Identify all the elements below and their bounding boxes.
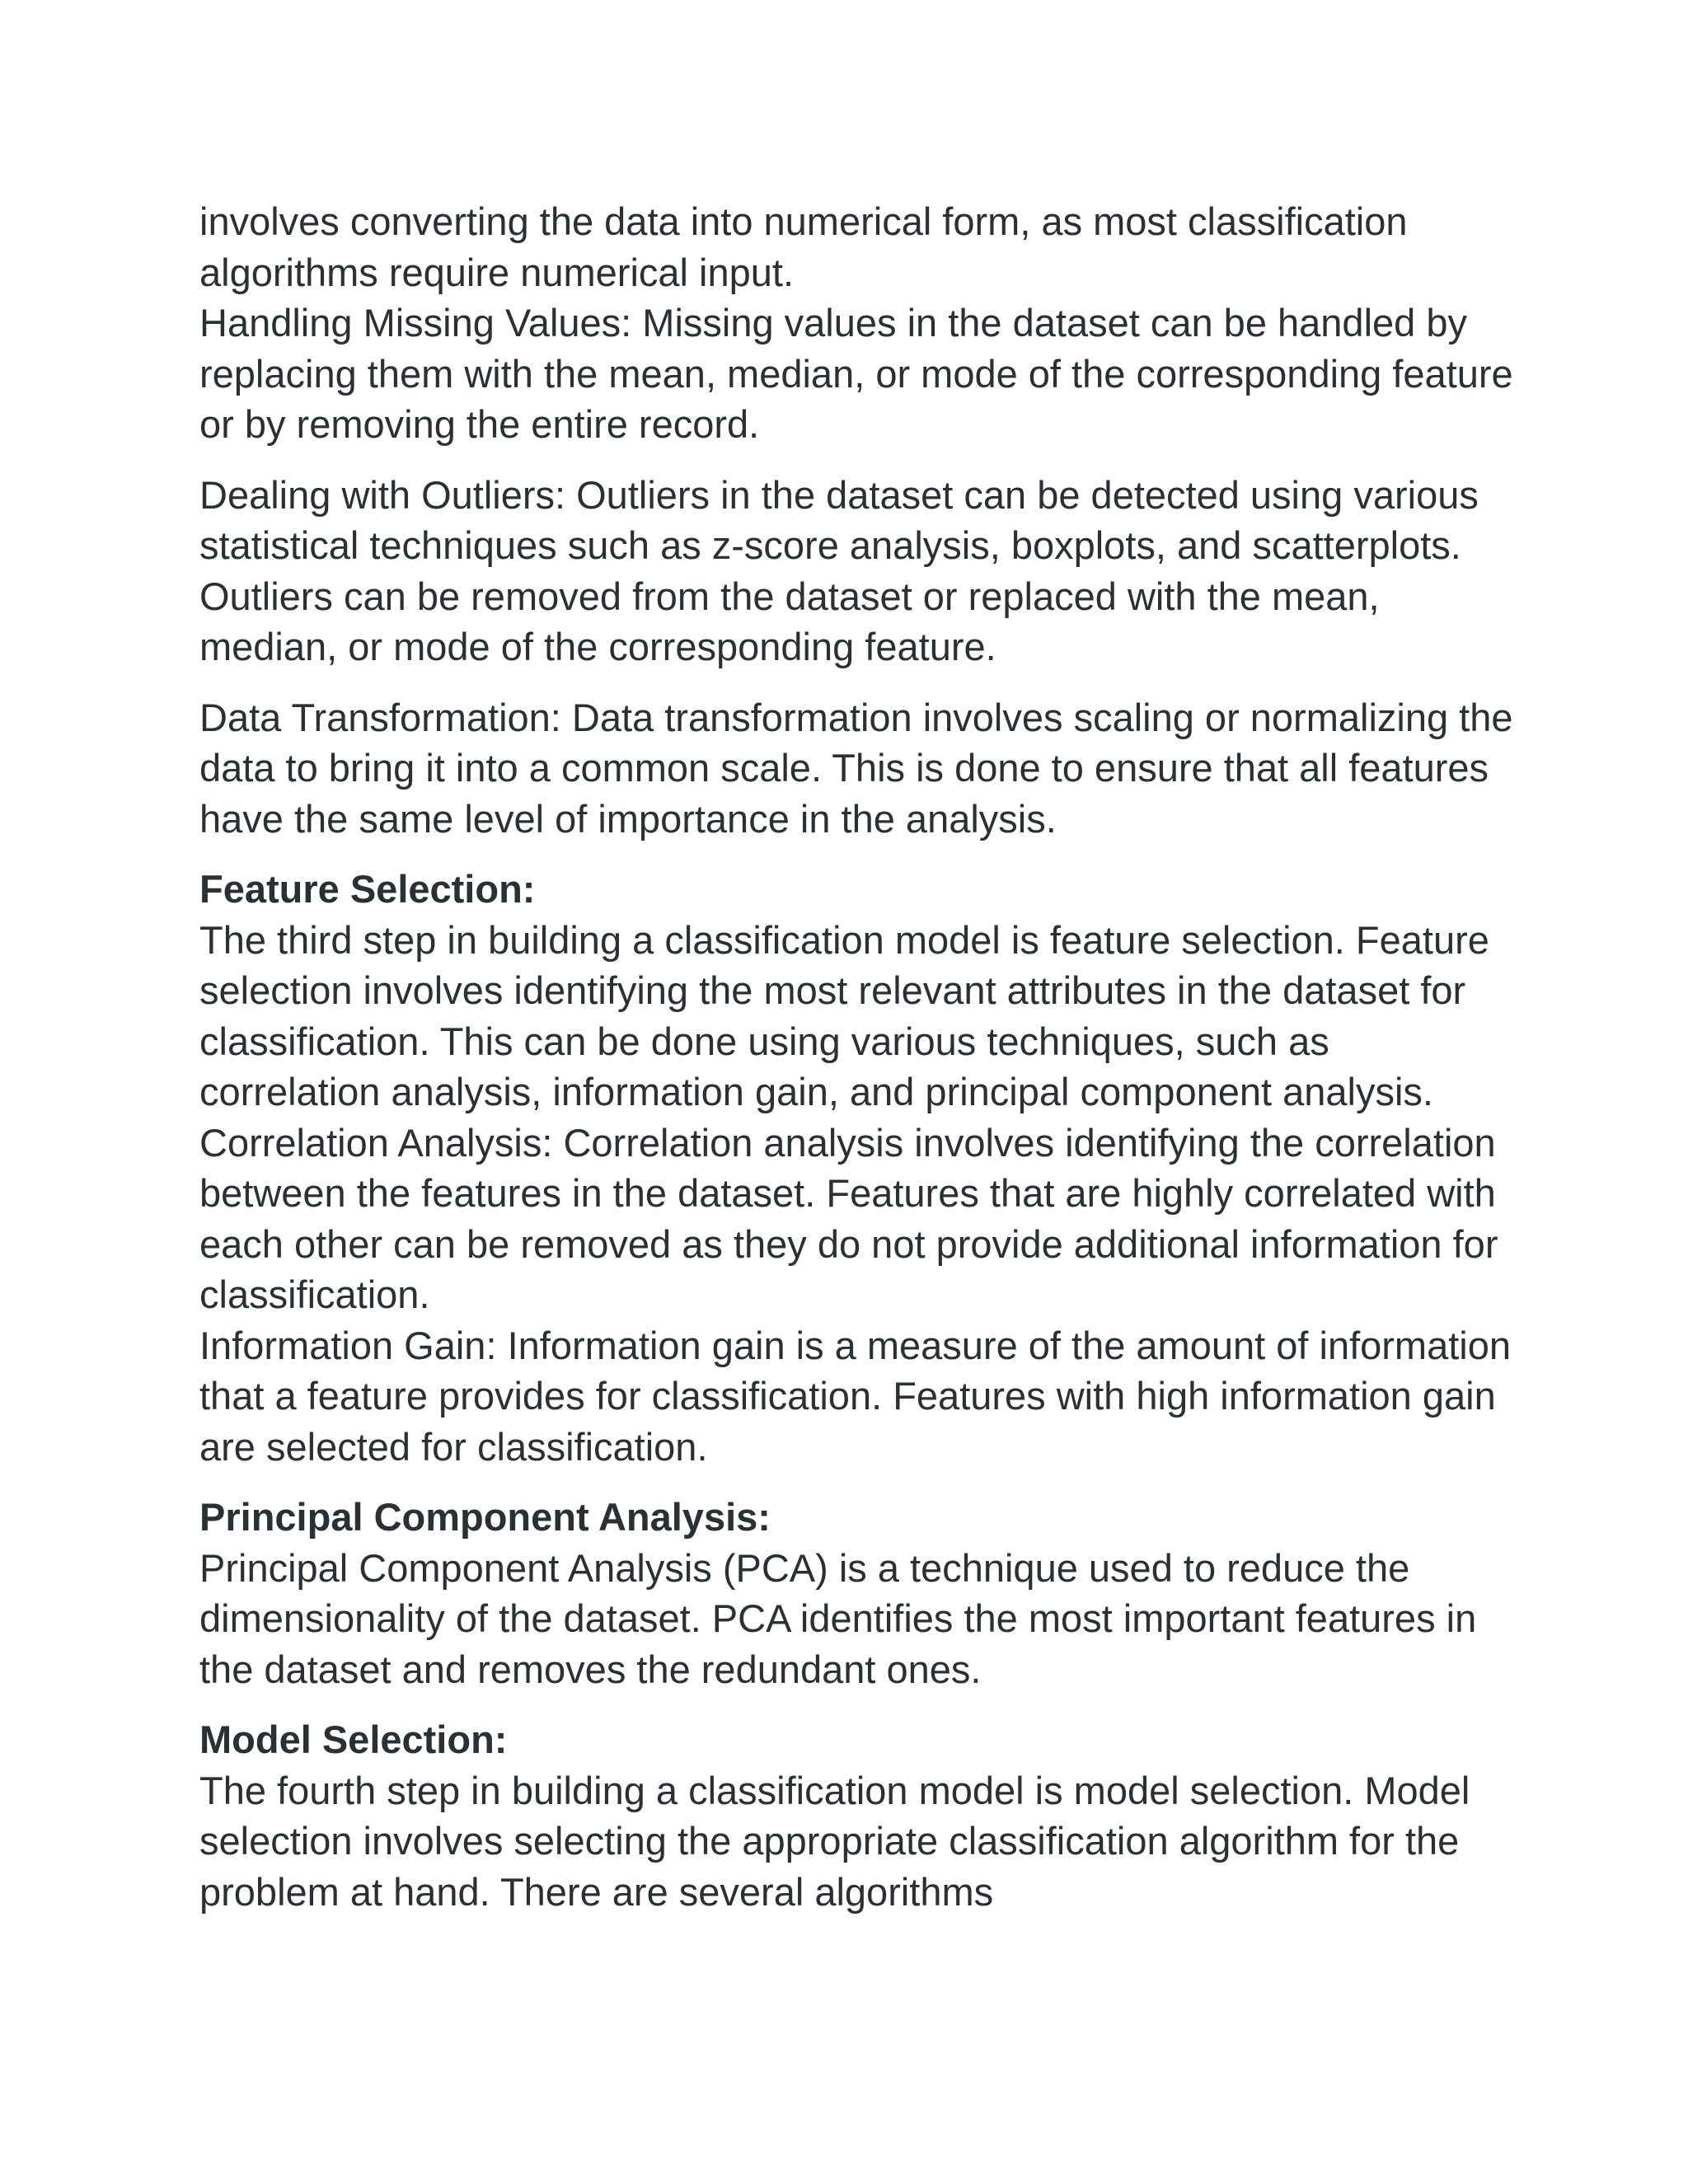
paragraph-data-transformation: Data Transformation: Data transformation involves scaling or normalizing the data to bring it into a common scale. This is done to ensure that all features have the same level of importance in the analysis. (199, 695, 1513, 841)
paragraph-numerical-form: involves converting the data into numerical form, as most classification algorithms require numerical input. (199, 199, 1408, 294)
paragraph-handling-missing-values: Handling Missing Values: Missing values in the dataset can be handled by replacing them with the mean, median, or mode of the corresponding feature or by removing the entire record. (199, 301, 1513, 446)
heading-principal-component-analysis: Principal Component Analysis: (199, 1495, 771, 1539)
paragraph-dealing-with-outliers: Dealing with Outliers: Outliers in the dataset can be detected using various statistical techniques such as z-score analysis, boxplots, and scatterplots. Outliers can be removed from the dataset or replaced with the mean, median, or mode of the corresponding feature. (199, 472, 1479, 668)
paragraph-model-selection: The fourth step in building a classification model is model selection. Model selection involves selecting the appropriate classification algorithm for the problem at hand. There are several algorithms (199, 1768, 1470, 1914)
paragraph-feature-selection: The third step in building a classification model is feature selection. Feature selection involves identifying the most relevant attributes in the dataset for classification. This can be done using various techniques, such as correlation analysis, information gain, and principal component analysis. (199, 917, 1489, 1113)
document-page (199, 196, 1518, 1917)
paragraph-principal-component-analysis: Principal Component Analysis (PCA) is a technique used to reduce the dimensionality of the dataset. PCA identifies the most important features in the dataset and removes the redundant ones. (199, 1545, 1477, 1691)
paragraph-correlation-analysis: Correlation Analysis: Correlation analysis involves identifying the correlation between the features in the dataset. Features that are highly correlated with each other can be removed as they do not provide additional information for classification. (199, 1120, 1498, 1316)
heading-model-selection: Model Selection: (199, 1718, 508, 1761)
paragraph-information-gain: Information Gain: Information gain is a measure of the amount of information that a feature provides for classification. Features with high information gain are selected for classification. (199, 1323, 1512, 1469)
heading-feature-selection: Feature Selection: (199, 867, 536, 911)
